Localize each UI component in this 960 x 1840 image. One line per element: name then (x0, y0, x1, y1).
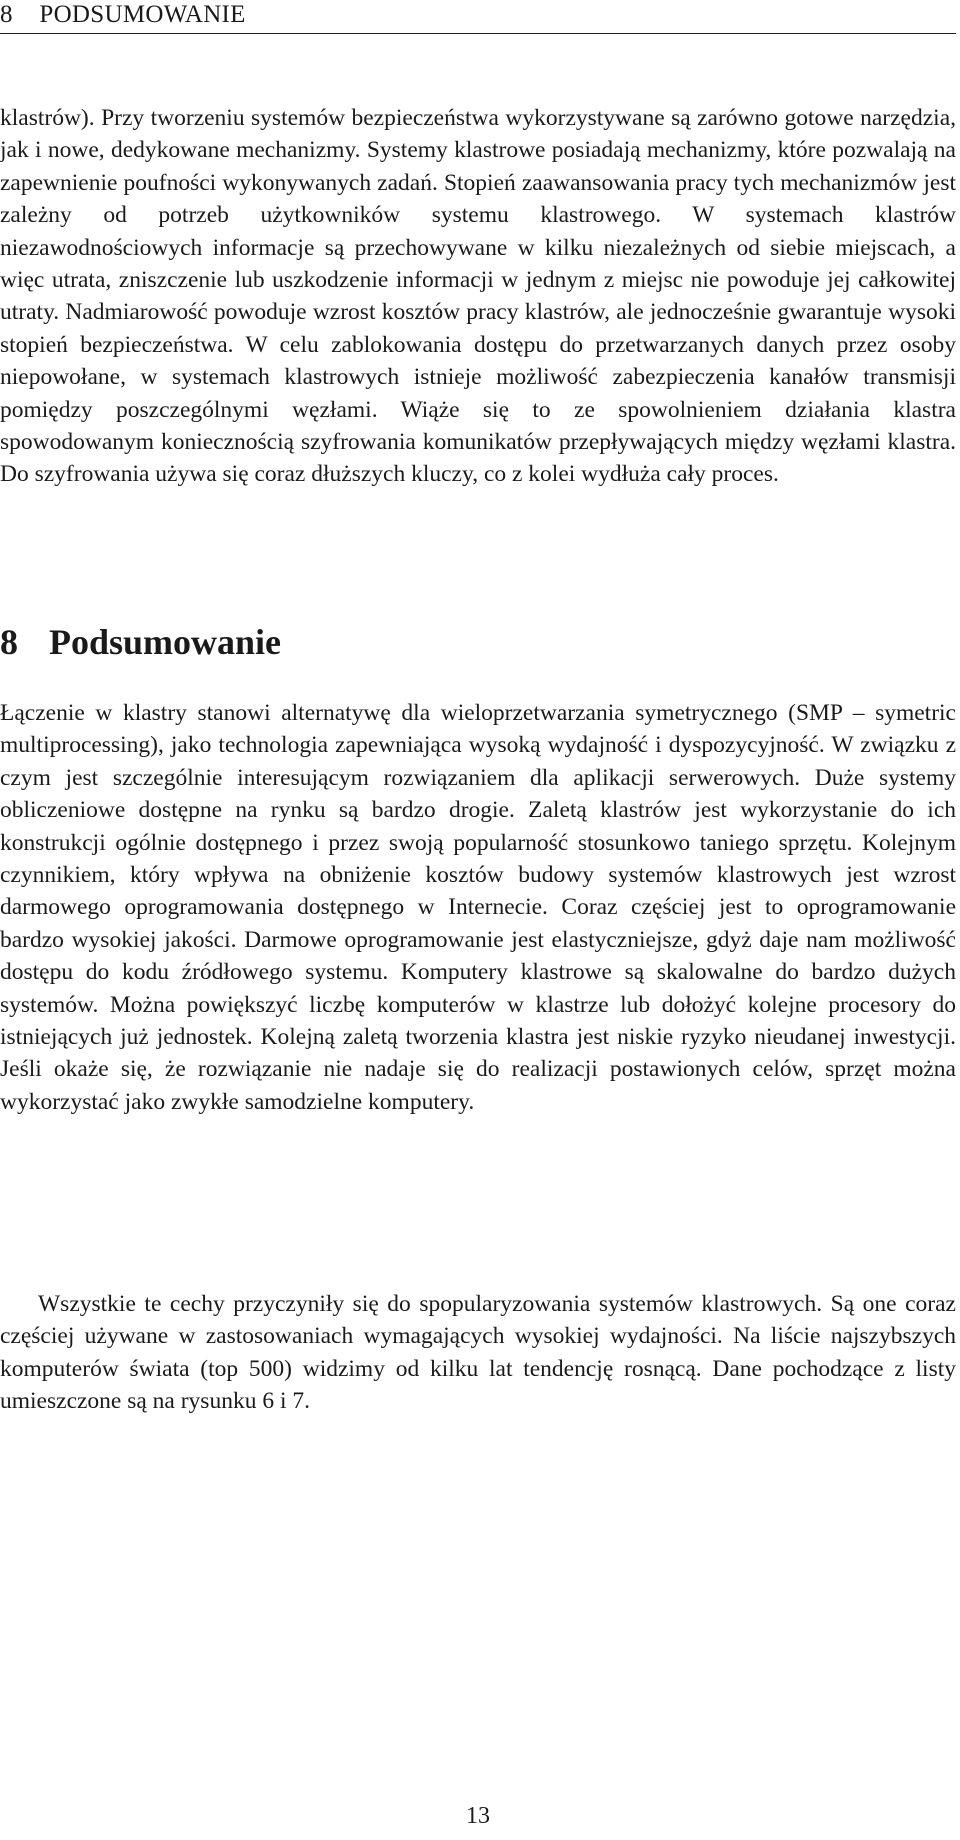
running-header (0, 0, 956, 34)
running-header-section-title: PODSUMOWANIE (39, 1, 246, 28)
section-title: Podsumowanie (49, 622, 282, 662)
section-heading (0, 618, 956, 666)
continued-paragraph: klastrów). Przy tworzeniu systemów bezpieczeństwa wykorzystywane są zarówno gotowe narzędzia, jak i nowe, dedykowane mechanizmy. Systemy klastrowe posiadają mechanizmy, które pozwalają na zapewnienie poufności wykonywanych zadań. Stopień zaawansowania pracy tych mechanizmów jest zależny od potrzeb użytkowników systemu klastrowego. W systemach klastrów niezawodnościowych informacje są przechowywane w kilku niezależnych od siebie miejscach, a więc utrata, zniszczenie lub uszkodzenie informacji w jednym z miejsc nie powoduje jej całkowitej utraty. Nadmiarowość powoduje wzrost kosztów pracy klastrów, ale jednocześnie gwarantuje wysoki stopień bezpieczeństwa. W celu zablokowania dostępu do przetwarzanych danych przez osoby niepowołane, w systemach klastrowych istnieje możliwość zabezpieczenia kanałów transmisji pomiędzy poszczególnymi węzłami. Wiąże się to ze spowolnieniem działania klastra spowodowanym koniecznością szyfrowania komunikatów przepływających między węzłami klastra. Do szyfrowania używa się coraz dłuższych kluczy, co z kolei wydłuża cały proces. (0, 105, 956, 488)
section-number: 8 (0, 622, 18, 662)
page-number: 13 (466, 1803, 490, 1829)
summary-paragraph-2: Wszystkie te cechy przyczyniły się do spopularyzowania systemów klastrowych. Są one coraz częściej używane w zastosowaniach wymagających wysokiej wydajności. Na liście najszybszych komputerów świata (top 500) widzimy od kilku lat tendencję rosnącą. Dane pochodzące z listy umieszczone są na rysunku 6 i 7. (0, 1291, 956, 1415)
summary-paragraph-1: Łączenie w klastry stanowi alternatywę dla wieloprzetwarzania symetrycznego (SMP – symetric multiprocessing), jako technologia zapewniająca wysoką wydajność i dyspozycyjność. W związku z czym jest szczególnie interesującym rozwiązaniem dla aplikacji serwerowych. Duże systemy obliczeniowe dostępne na rynku są bardzo drogie. Zaletą klastrów jest wykorzystanie do ich konstrukcji ogólnie dostępnego i przez swoją popularność stosunkowo taniego sprzętu. Kolejnym czynnikiem, który wpływa na obniżenie kosztów budowy systemów klastrowych jest wzrost darmowego oprogramowania dostępnego w Internecie. Coraz częściej jest to oprogramowanie bardzo wysokiej jakości. Darmowe oprogramowanie jest elastyczniejsze, gdyż daje nam możliwość dostępu do kodu źródłowego systemu. Komputery klastrowe są skalowalne do bardzo dużych systemów. Można powiększyć liczbę komputerów w klastrze lub dołożyć kolejne procesory do istniejących już jednostek. Kolejną zaletą tworzenia klastra jest niskie ryzyko nieudanej inwestycji. Jeśli okaże się, że rozwiązanie nie nadaje się do realizacji postawionych celów, sprzęt można wykorzystać jako zwykłe samodzielne komputery. (0, 700, 956, 1115)
running-header-section-number: 8 (0, 1, 13, 28)
